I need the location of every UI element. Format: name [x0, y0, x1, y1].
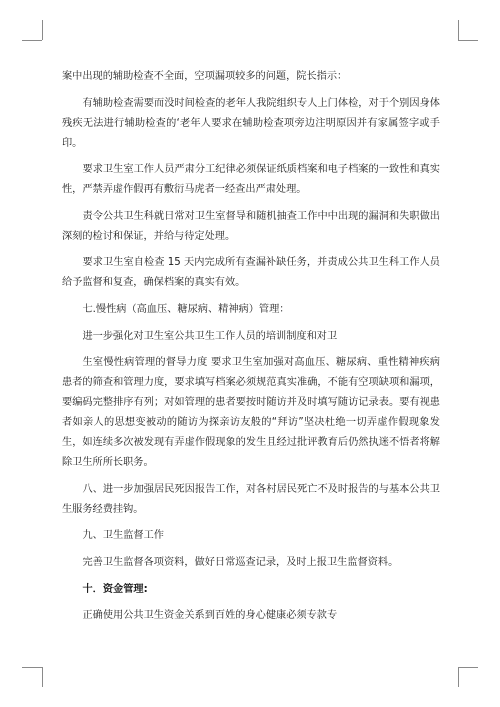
paragraph-training-system: 进一步强化对卫生室公共卫生工作人员的培训制度和对卫 [82, 330, 338, 342]
crop-mark-bottom-right-v [458, 667, 459, 687]
paragraph-intro: 案中出现的辅助检查不全面，空项漏项较多的问题，院长指示： [62, 71, 348, 82]
paragraph-chronic-disease-management: 生室慢性病管理的督导力度 要求卫生室加强对高血压、糖尿病、重性精神疾病患者的筛查和管理力度，要求填写档案必须规范真实准确，不能有空项缺项和漏项，要编码完整排序有列；对如管理的患者要按时随访并及时填写随访记录表。要有视患者如亲人的思想变被动的随访为探亲访友般的“拜访”坚决杜绝一切弄虚作假现象发生，如连续多次被发现有弄虚作假现象的发生且经过批评教育后仍然执迷不悟者将解除卫生所所长职务。 [62, 357, 440, 469]
crop-mark-top-right-v [458, 20, 459, 40]
crop-mark-bottom-right-h [458, 667, 478, 668]
paragraph-supervision-records: 完善卫生监督各项资料，做好日常巡查记录，及时上报卫生监督资料。 [82, 556, 399, 568]
crop-mark-top-left-v [42, 20, 43, 40]
paragraph-record-consistency: 要求卫生室工作人员严肃分工纪律必须保证纸质档案和电子档案的一致性和真实性，严禁弄虚作假再有敷衍马虎者一经查出严肃处理。 [62, 164, 440, 196]
paragraph-public-health-review: 责令公共卫生科就日常对卫生室督导和随机抽查工作中中出现的漏洞和失职做出深刻的检讨和保证，并给与待定处理。 [62, 210, 440, 242]
crop-mark-bottom-left-h [22, 667, 42, 668]
section-heading-fund-management: 十．资金管理: [82, 583, 148, 595]
paragraph-15-day-deadline: 要求卫生室自检查 15 天内完成所有查漏补缺任务，并责成公共卫生科工作人员给予监督和复查，确保档案的真实有效。 [62, 257, 440, 289]
paragraph-death-report: 八、进一步加强居民死因报告工作，对各村居民死亡不及时报告的与基本公共卫生服务经费挂钩。 [62, 483, 440, 515]
section-heading-chronic-disease: 七.慢性病（高血压、糖尿病、精神病）管理： [82, 303, 290, 315]
crop-mark-bottom-left-v [42, 667, 43, 687]
paragraph-home-checkup: 有辅助检查需要而没时间检查的老年人我院组织专人上门体检，对于个别因身体残疾无法进行辅助检查的‘老年人要求在辅助检查项旁边注明原因并有家属签字或手印。 [62, 97, 440, 149]
document-body [62, 67, 440, 633]
crop-mark-top-right-h [458, 40, 478, 41]
paragraph-fund-usage: 正确使用公共卫生资金关系到百姓的身心健康必须专款专 [82, 610, 338, 622]
section-heading-health-supervision: 九、卫生监督工作 [82, 530, 164, 542]
crop-mark-top-left-h [22, 40, 42, 41]
